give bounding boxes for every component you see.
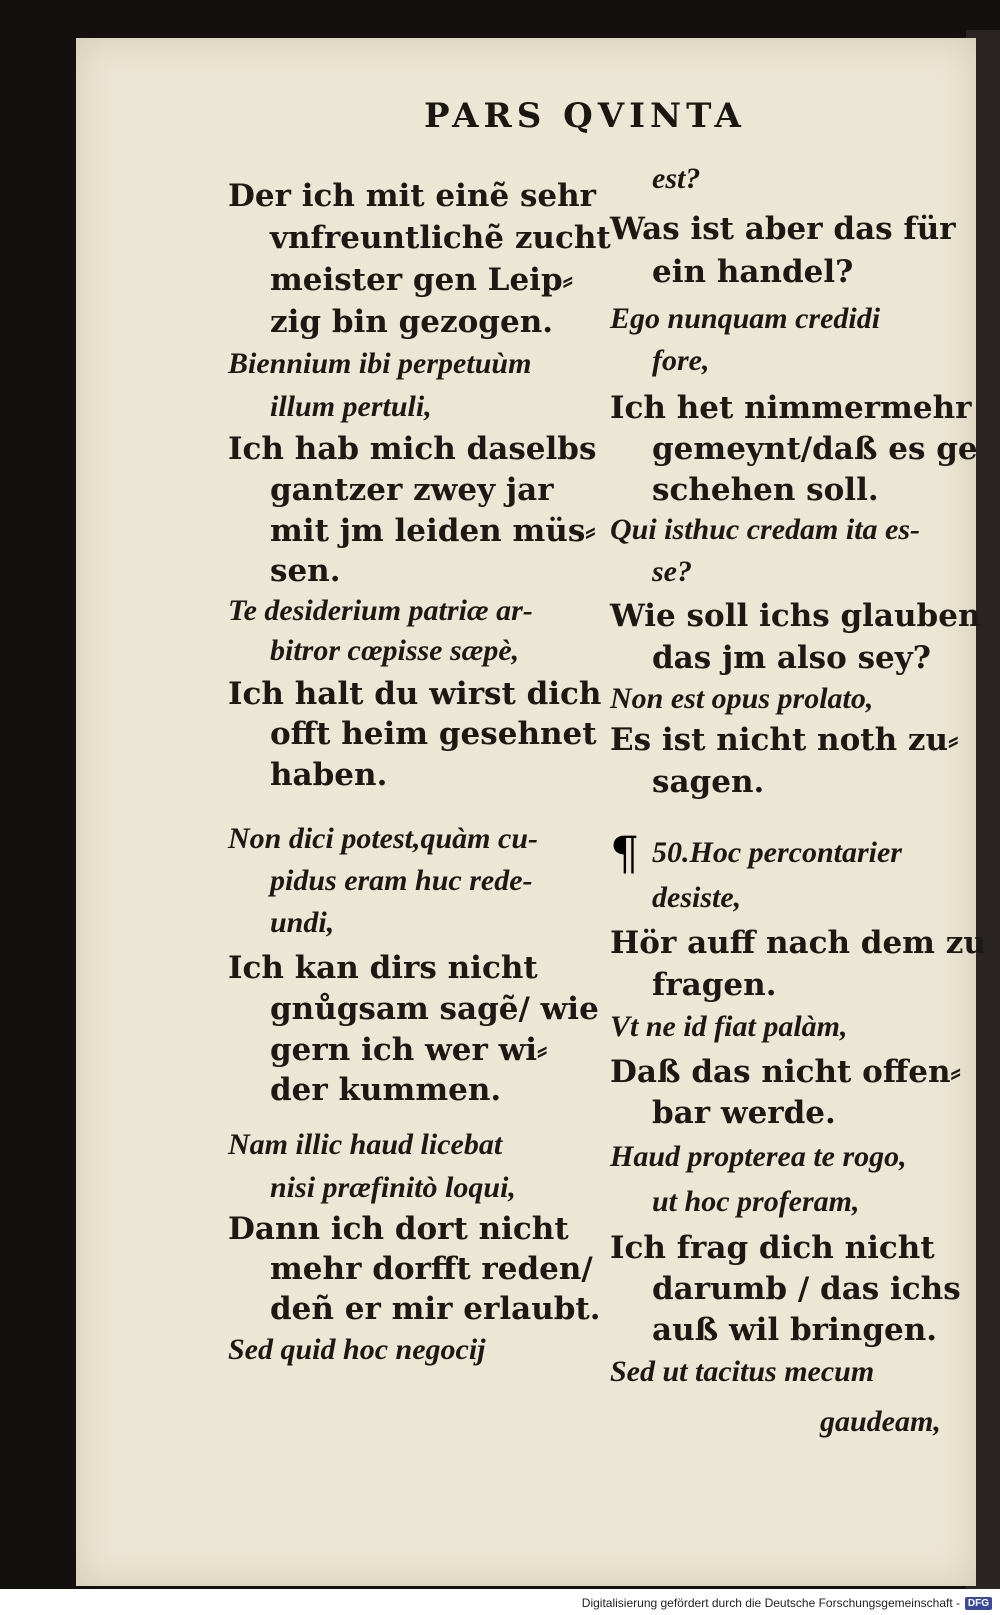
left-column-line: Ich halt du wirst dich <box>228 676 602 712</box>
right-column-line: Daß das nicht offen⸗ <box>610 1054 961 1090</box>
right-column-line: Non est opus prolato, <box>610 682 874 715</box>
left-column-line: offt heim gesehnet <box>270 716 597 752</box>
pilcrow-mark: ¶ <box>610 826 640 880</box>
left-column-line: mehr dorfft reden/ <box>270 1251 593 1287</box>
right-column-line: ein handel? <box>652 254 854 290</box>
left-column-line: Te desiderium patriæ ar- <box>228 594 533 627</box>
left-column-line: Sed quid hoc negocij <box>228 1333 486 1366</box>
left-column-line: gnůgsam sagẽ/ wie <box>270 991 599 1027</box>
right-column-line: Qui isthuc credam ita es- <box>610 513 921 546</box>
right-column-line: Es ist nicht noth zu⸗ <box>610 722 959 758</box>
right-column-line: Sed ut tacitus mecum <box>610 1355 875 1388</box>
left-column-line: meister gen Leip⸗ <box>270 262 573 298</box>
right-column-line: desiste, <box>652 881 742 914</box>
left-column-line: haben. <box>270 757 388 793</box>
left-column-line: illum pertuli, <box>270 390 432 423</box>
left-column-line: mit jm leiden müs⸗ <box>270 513 596 549</box>
right-column-line: se? <box>652 555 692 588</box>
left-column-line: deñ er mir erlaubt. <box>270 1291 601 1327</box>
dfg-logo: DFG <box>965 1597 992 1610</box>
left-column-line: Ich hab mich daselbs <box>228 431 597 467</box>
left-column-line: gantzer zwey jar <box>270 472 554 508</box>
right-column-line: ut hoc proferam, <box>652 1185 860 1218</box>
right-column-line: Hör auff nach dem zu <box>610 925 986 961</box>
right-column-line: Wie soll ichs glauben <box>610 598 981 634</box>
right-column-line: Haud propterea te rogo, <box>610 1140 907 1173</box>
left-column-line: Dann ich dort nicht <box>228 1211 569 1247</box>
right-column-line: est? <box>652 162 701 195</box>
left-column-line: Ich kan dirs nicht <box>228 950 538 986</box>
left-column-line: vnfreuntlichẽ zucht <box>270 220 611 256</box>
footer-credit: Digitalisierung gefördert durch die Deutsche Forschungsgemeinschaft - <box>581 1596 960 1610</box>
right-column-line: Ich het nimmermehr <box>610 390 972 426</box>
running-header: PARS QVINTA <box>424 96 746 136</box>
left-column-line: Biennium ibi perpetuùm <box>228 347 532 380</box>
left-column-line: sen. <box>270 553 341 589</box>
digitization-footer <box>0 1589 1000 1615</box>
right-column-line: das jm also sey? <box>652 640 931 676</box>
right-column-line: bar werde. <box>652 1095 836 1131</box>
left-column-line: zig bin gezogen. <box>270 304 554 340</box>
right-column-line: schehen soll. <box>652 472 879 508</box>
right-column-line: Ich frag dich nicht <box>610 1230 935 1266</box>
left-column-line: gern ich wer wi⸗ <box>270 1032 548 1068</box>
right-column-line: Ego nunquam credidi <box>610 302 881 335</box>
left-column-line: bitror cœpisse sæpè, <box>270 634 520 667</box>
right-column-line: fragen. <box>652 967 777 1003</box>
right-column-line: Vt ne id fiat palàm, <box>610 1010 848 1043</box>
right-column-line: gaudeam, <box>820 1405 941 1438</box>
right-column-line: darumb / das ichs <box>652 1271 961 1307</box>
right-column-line: gemeynt/daß es ge <box>652 431 978 467</box>
left-column-line: Non dici potest,quàm cu- <box>228 822 539 855</box>
left-column-line: pidus eram huc rede- <box>270 864 533 897</box>
right-column-line: fore, <box>652 344 710 377</box>
left-column-line: der kummen. <box>270 1072 502 1108</box>
right-column-line: auß wil bringen. <box>652 1312 938 1348</box>
left-column-line: Nam illic haud licebat <box>228 1128 503 1161</box>
left-column-line: undi, <box>270 906 335 939</box>
left-column-line: Der ich mit einẽ sehr <box>228 178 597 214</box>
left-column-line: nisi præfinitò loqui, <box>270 1171 516 1204</box>
right-column-line: 50.Hoc percontarier <box>652 836 902 869</box>
right-column-line: sagen. <box>652 764 765 800</box>
right-column-line: Was ist aber das für <box>610 211 956 247</box>
